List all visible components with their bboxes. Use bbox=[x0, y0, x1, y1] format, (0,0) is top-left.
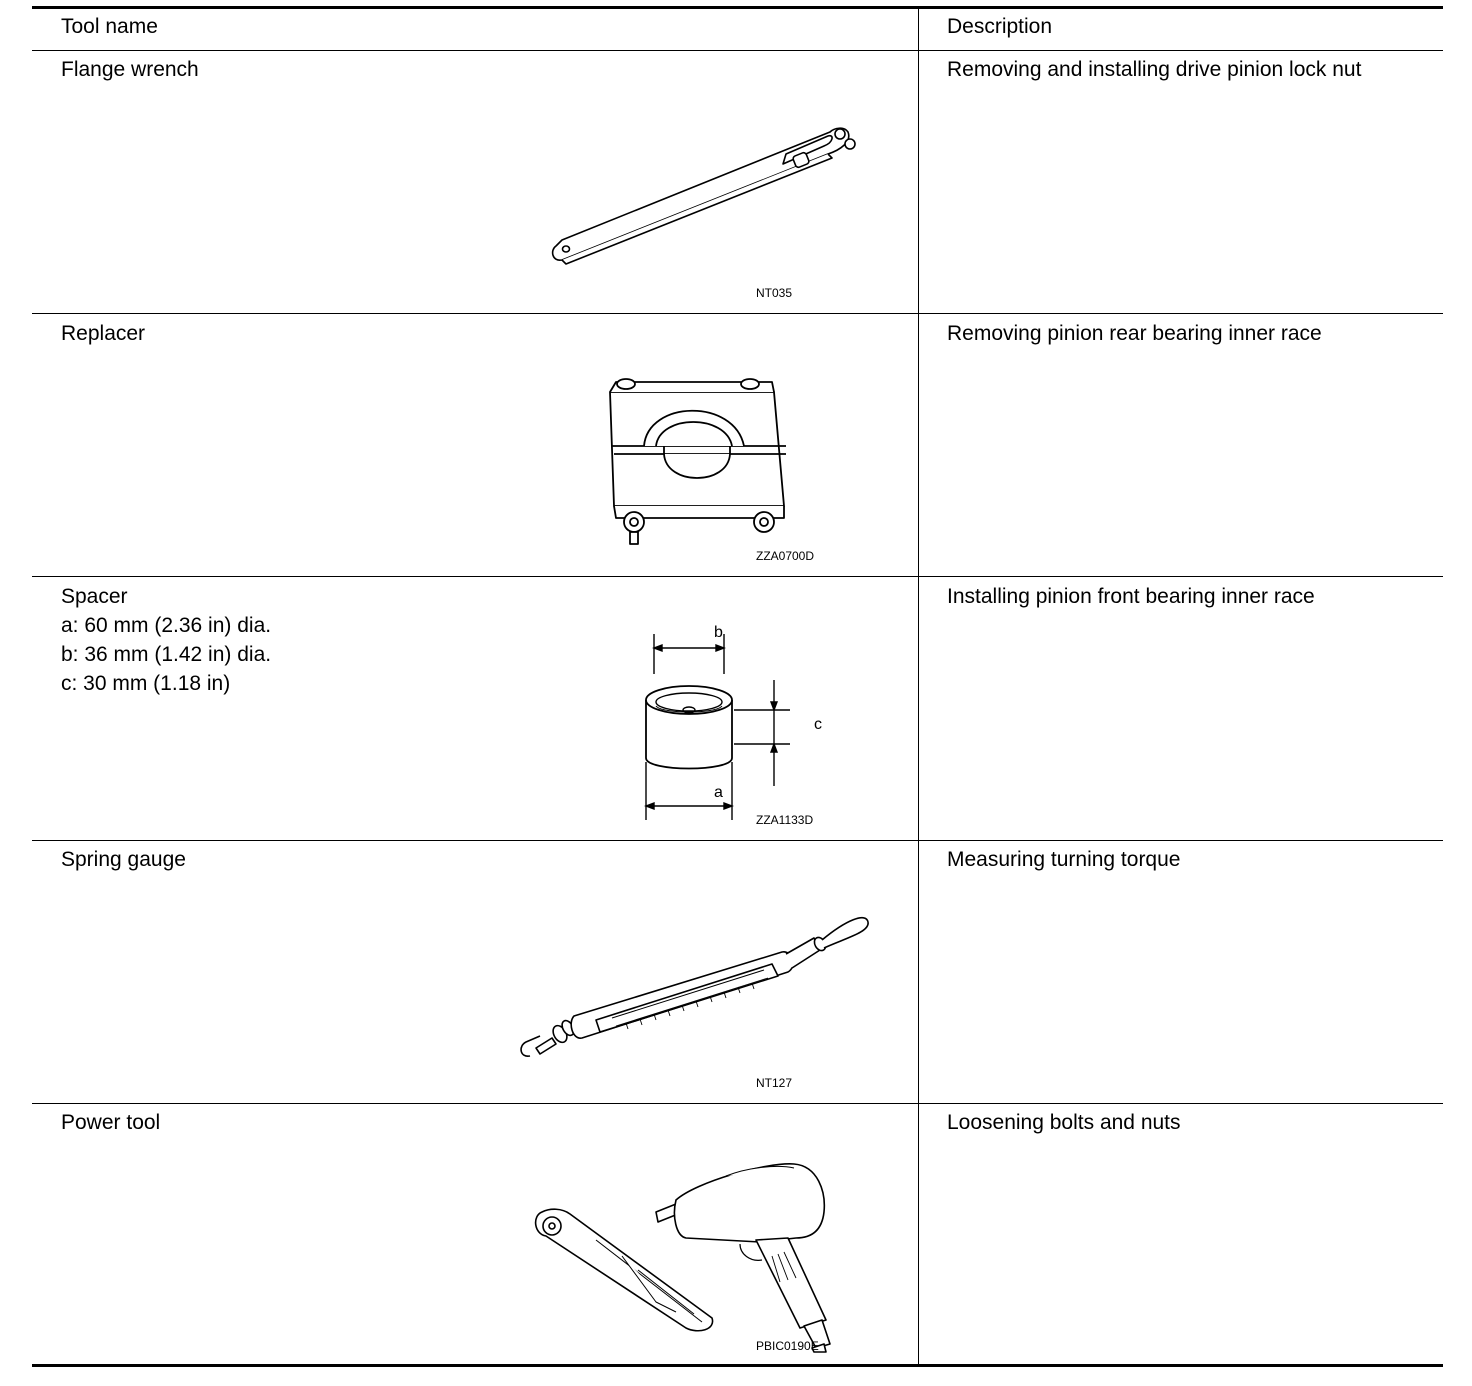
figure-code: ZZA1133D bbox=[756, 813, 814, 827]
header-description: Description bbox=[947, 15, 1053, 38]
row-rule bbox=[32, 1103, 1443, 1104]
dimension-label-c: c bbox=[814, 716, 822, 733]
table-top-rule bbox=[32, 6, 1443, 9]
table-bottom-rule bbox=[32, 1364, 1443, 1367]
replacer-icon bbox=[604, 374, 794, 554]
header-rule bbox=[32, 50, 1443, 51]
tool-description: Loosening bolts and nuts bbox=[947, 1111, 1181, 1134]
spec-line: c: 30 mm (1.18 in) bbox=[61, 672, 231, 695]
column-divider bbox=[918, 8, 919, 1364]
row-rule bbox=[32, 576, 1443, 577]
figure-code: ZZA0700D bbox=[756, 549, 815, 563]
dimension-label-b: b bbox=[714, 624, 723, 641]
figure-code: PBIC0190E bbox=[756, 1339, 819, 1353]
figure-code: NT127 bbox=[756, 1076, 793, 1090]
spacer-icon bbox=[638, 622, 822, 822]
dimension-label-a: a bbox=[714, 784, 723, 801]
tool-name: Spacer bbox=[61, 585, 128, 608]
row-rule bbox=[32, 313, 1443, 314]
tool-description: Removing and installing drive pinion lock nut bbox=[947, 58, 1362, 81]
tool-name: Spring gauge bbox=[61, 848, 186, 871]
flange-wrench-icon bbox=[548, 124, 868, 274]
row-rule bbox=[32, 840, 1443, 841]
tool-name: Power tool bbox=[61, 1111, 161, 1134]
tool-specs bbox=[61, 611, 271, 698]
tool-description: Installing pinion front bearing inner race bbox=[947, 585, 1315, 608]
tool-name: Replacer bbox=[61, 322, 146, 345]
figure-code: NT035 bbox=[756, 286, 793, 300]
header-tool-name: Tool name bbox=[61, 15, 158, 38]
spec-line: b: 36 mm (1.42 in) dia. bbox=[61, 643, 272, 666]
tool-description: Measuring turning torque bbox=[947, 848, 1181, 871]
tool-name: Flange wrench bbox=[61, 58, 199, 81]
power-tool-icon bbox=[526, 1152, 846, 1352]
tool-description: Removing pinion rear bearing inner race bbox=[947, 322, 1322, 345]
spring-gauge-icon bbox=[516, 908, 876, 1068]
spec-line: a: 60 mm (2.36 in) dia. bbox=[61, 614, 272, 637]
